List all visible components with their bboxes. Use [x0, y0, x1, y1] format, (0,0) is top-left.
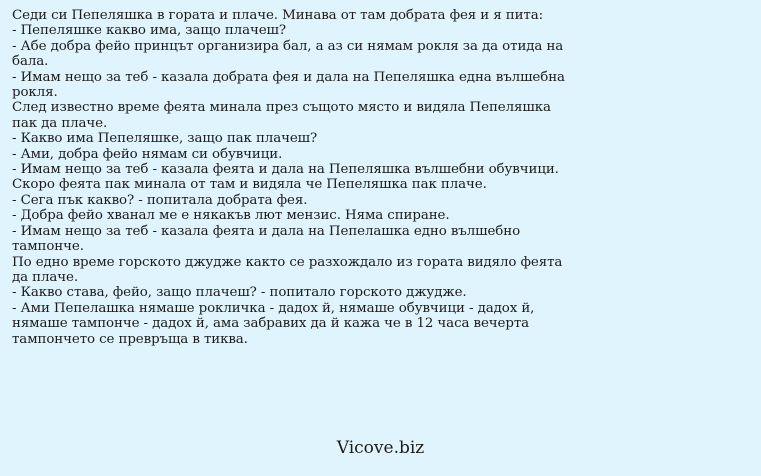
joke-line: рокля. [12, 85, 58, 101]
joke-line: - Имам нещо за теб - казала добрата фея и дала на Пепеляшка една вълшебна [12, 69, 565, 85]
joke-line: - Какво става, фейо, защо плачеш? - попитало горското джудже. [12, 285, 467, 301]
joke-line: - Имам нещо за теб - казала феята и дала на Пепеляшка вълшебни обувчици. [12, 162, 559, 178]
joke-line: тампонче. [12, 239, 84, 255]
joke-line: да плаче. [12, 269, 79, 285]
joke-line: - Сега пък какво? - попитала добрата фея. [12, 192, 308, 208]
joke-line: Скоро феята пак минала от там и видяла че Пепеляшка пак плаче. [12, 177, 487, 193]
joke-line: нямаше тампонче - дадох й, ама забравих да й кажа че в 12 часа вечерта [12, 316, 530, 332]
joke-line: - Имам нещо за теб - казала феята и дала на Пепелашка едно вълшебно [12, 223, 521, 239]
joke-line: - Добра фейо хванал ме е някакъв лют мензис. Няма спиране. [12, 208, 450, 224]
joke-line: - Какво има Пепеляшке, защо пак плачеш? [12, 131, 318, 147]
joke-line: тампончето се превръща в тиква. [12, 331, 248, 347]
joke-line: пак да плаче. [12, 115, 108, 131]
joke-line: - Ами Пепелашка нямаше рокличка - дадох й, нямаше обувчици - дадох й, [12, 300, 535, 316]
joke-line: - Пепеляшке какво има, защо плачеш? [12, 23, 286, 39]
joke-line: След известно време феята минала през същото място и видяла Пепеляшка [12, 100, 551, 116]
joke-line: - Абе добра фейо принцът организира бал, а аз си нямам рокля за да отида на [12, 38, 564, 54]
joke-line: Седи си Пепеляшка в гората и плаче. Минава от там добрата фея и я пита: [12, 8, 544, 23]
site-watermark: Vicove.biz [336, 438, 425, 458]
joke-line: - Ами, добра фейо нямам си обувчици. [12, 146, 283, 162]
joke-line: бала. [12, 54, 49, 70]
joke-line: По едно време горското джудже както се разхождало из гората видяло феята [12, 254, 563, 270]
joke-text [12, 8, 592, 347]
